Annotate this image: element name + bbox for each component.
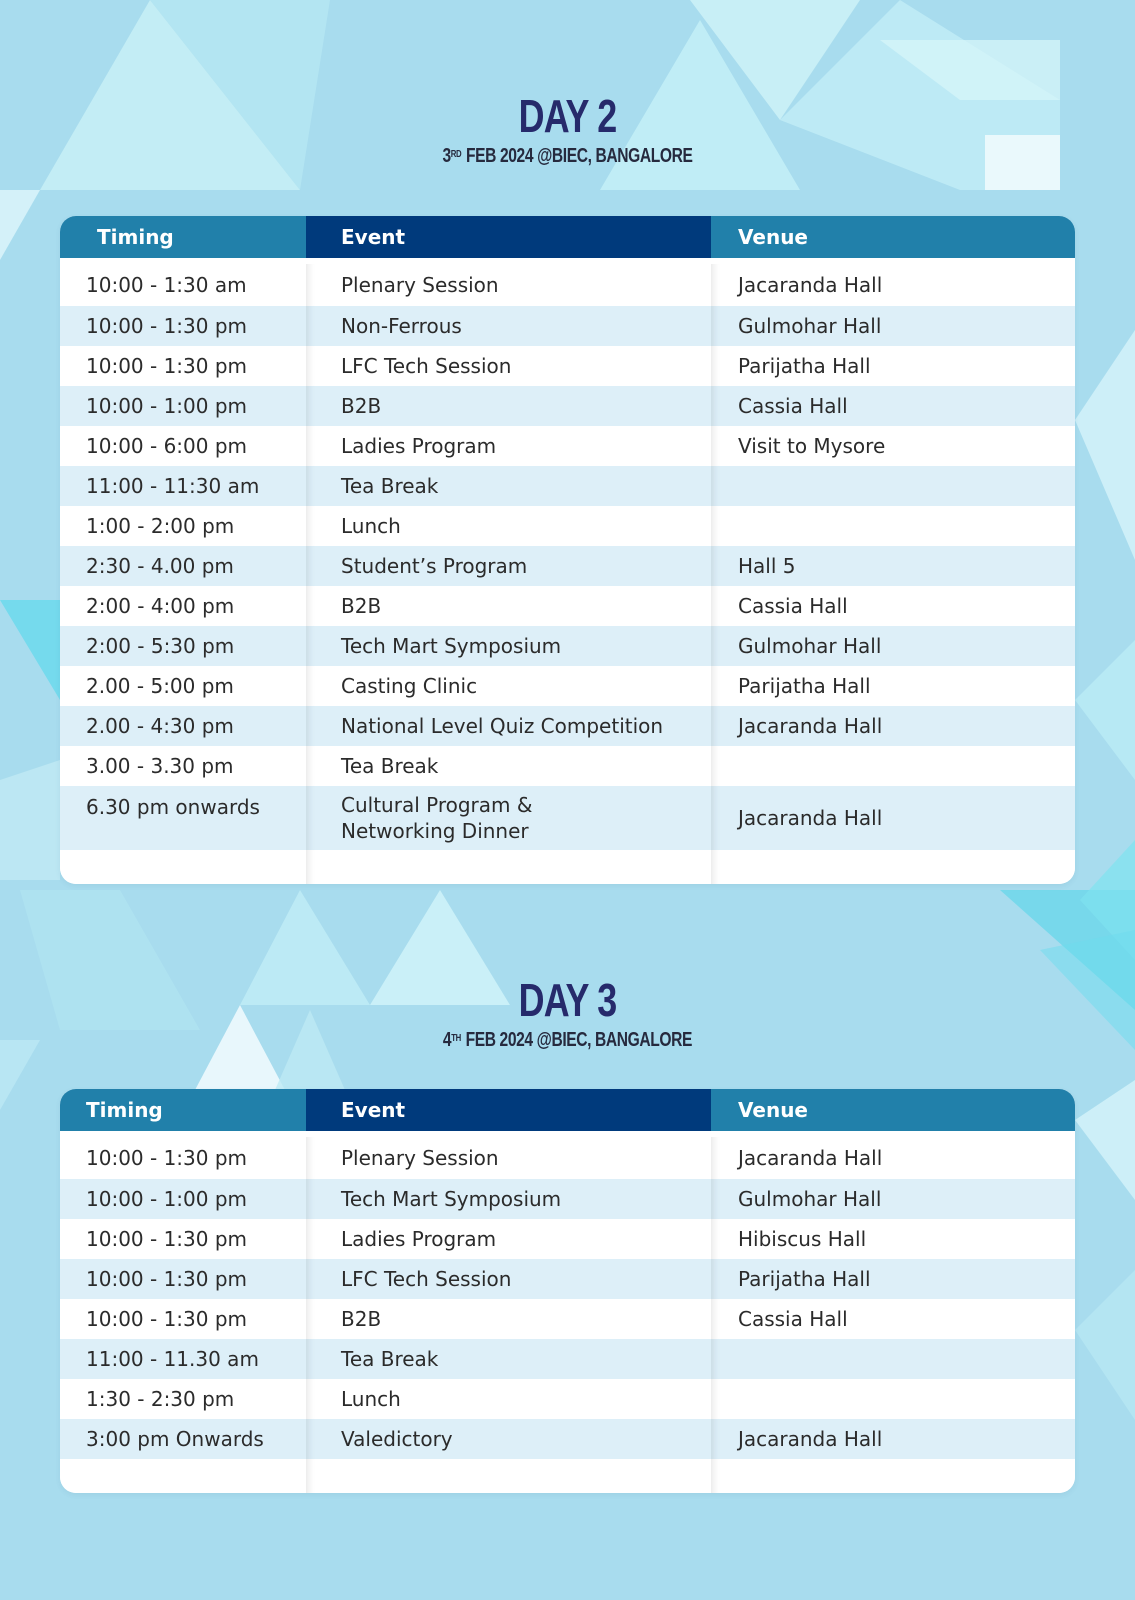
cell-venue: Parijatha Hall xyxy=(711,666,1075,706)
day3-date-suffix: TH xyxy=(451,1033,461,1044)
table-row xyxy=(60,1259,1075,1299)
cell-event: Casting Clinic xyxy=(306,666,711,706)
table-row xyxy=(60,426,1075,466)
day3-table-body xyxy=(60,1131,1075,1459)
cell-event: Tea Break xyxy=(306,466,711,506)
cell-venue: Parijatha Hall xyxy=(711,1259,1075,1299)
cell-timing: 10:00 - 1:30 pm xyxy=(86,314,248,338)
cell-venue: Cassia Hall xyxy=(711,386,1075,426)
day2-date xyxy=(125,144,1010,168)
table-row xyxy=(60,258,1075,306)
day2-table-footer xyxy=(60,850,1075,884)
cell-event: Tech Mart Symposium xyxy=(306,1179,711,1219)
cell-timing: 1:30 - 2:30 pm xyxy=(86,1387,235,1411)
table-row xyxy=(60,1179,1075,1219)
cell-venue: Cassia Hall xyxy=(711,1299,1075,1339)
day2-table-body xyxy=(60,258,1075,850)
cell-venue: Jacaranda Hall xyxy=(711,786,1075,850)
cell-timing: 2:00 - 4:00 pm xyxy=(86,594,235,618)
cell-event: Non-Ferrous xyxy=(306,306,711,346)
day2-heading xyxy=(0,90,1135,168)
cell-venue xyxy=(711,746,1075,786)
cell-timing: 10:00 - 1:30 pm xyxy=(86,354,248,378)
table-row xyxy=(60,706,1075,746)
table-row xyxy=(60,346,1075,386)
day3-date-day: 4 xyxy=(442,1029,452,1051)
table-row xyxy=(60,586,1075,626)
day3-table-header xyxy=(60,1089,1075,1131)
cell-venue: Gulmohar Hall xyxy=(711,306,1075,346)
day2-date-suffix: RD xyxy=(450,149,462,160)
cell-timing: 1:00 - 2:00 pm xyxy=(86,514,235,538)
cell-timing: 10:00 - 1:30 pm xyxy=(86,1267,248,1291)
cell-event: Cultural Program & Networking Dinner xyxy=(306,786,711,850)
day2-date-rest: FEB 2024 @BIEC, BANGALORE xyxy=(466,145,693,167)
cell-event: B2B xyxy=(306,1299,711,1339)
day3-header-venue: Venue xyxy=(711,1089,1075,1131)
cell-venue: Jacaranda Hall xyxy=(711,264,1075,306)
day3-header-event: Event xyxy=(306,1089,711,1131)
day2-header-timing: Timing xyxy=(60,216,306,258)
cell-event: Ladies Program xyxy=(306,1219,711,1259)
table-row xyxy=(60,546,1075,586)
table-row xyxy=(60,386,1075,426)
cell-timing: 10:00 - 1:30 pm xyxy=(86,1227,248,1251)
cell-venue: Gulmohar Hall xyxy=(711,626,1075,666)
day3-header-timing: Timing xyxy=(60,1089,306,1131)
table-row xyxy=(60,666,1075,706)
cell-event: Student’s Program xyxy=(306,546,711,586)
table-row xyxy=(60,506,1075,546)
cell-venue: Gulmohar Hall xyxy=(711,1179,1075,1219)
cell-event: Plenary Session xyxy=(306,1137,711,1179)
cell-timing: 2:00 - 5:30 pm xyxy=(86,634,235,658)
cell-event: National Level Quiz Competition xyxy=(306,706,711,746)
table-row xyxy=(60,1131,1075,1179)
cell-timing: 6.30 pm onwards xyxy=(86,795,260,819)
cell-event: Tech Mart Symposium xyxy=(306,626,711,666)
table-row xyxy=(60,626,1075,666)
cell-timing: 2:30 - 4.00 pm xyxy=(86,554,234,578)
table-row xyxy=(60,1299,1075,1339)
cell-timing: 2.00 - 5:00 pm xyxy=(86,674,234,698)
cell-venue: Visit to Mysore xyxy=(711,426,1075,466)
day2-date-day: 3 xyxy=(442,145,451,167)
cell-venue: Jacaranda Hall xyxy=(711,706,1075,746)
day3-title: DAY 3 xyxy=(518,974,617,1026)
cell-timing: 3.00 - 3.30 pm xyxy=(86,754,234,778)
day3-date-rest: FEB 2024 @BIEC, BANGALORE xyxy=(465,1029,693,1051)
cell-timing: 11:00 - 11.30 am xyxy=(86,1347,259,1371)
day2-title: DAY 2 xyxy=(518,90,617,142)
day2-header-event: Event xyxy=(306,216,711,258)
cell-venue xyxy=(711,506,1075,546)
cell-event: Valedictory xyxy=(306,1419,711,1459)
cell-venue xyxy=(711,1379,1075,1419)
cell-event: Lunch xyxy=(306,506,711,546)
cell-timing: 3:00 pm Onwards xyxy=(86,1427,264,1451)
day3-table-footer xyxy=(60,1459,1075,1493)
cell-timing: 10:00 - 1:30 pm xyxy=(86,1146,248,1170)
cell-timing: 10:00 - 1:30 pm xyxy=(86,1307,248,1331)
cell-venue: Cassia Hall xyxy=(711,586,1075,626)
cell-event: B2B xyxy=(306,386,711,426)
day2-header-venue: Venue xyxy=(711,216,1075,258)
table-row xyxy=(60,1219,1075,1259)
cell-event: LFC Tech Session xyxy=(306,346,711,386)
cell-event: Lunch xyxy=(306,1379,711,1419)
table-row xyxy=(60,1419,1075,1459)
cell-timing: 10:00 - 1:30 am xyxy=(86,273,247,297)
cell-venue: Hibiscus Hall xyxy=(711,1219,1075,1259)
cell-venue: Jacaranda Hall xyxy=(711,1419,1075,1459)
cell-event: Tea Break xyxy=(306,746,711,786)
table-row xyxy=(60,1379,1075,1419)
cell-event: Plenary Session xyxy=(306,264,711,306)
table-row xyxy=(60,746,1075,786)
cell-timing: 10:00 - 1:00 pm xyxy=(86,394,248,418)
cell-event: Ladies Program xyxy=(306,426,711,466)
table-row xyxy=(60,786,1075,850)
cell-timing: 11:00 - 11:30 am xyxy=(86,474,260,498)
cell-timing: 2.00 - 4:30 pm xyxy=(86,714,234,738)
cell-venue xyxy=(711,1339,1075,1379)
cell-event: B2B xyxy=(306,586,711,626)
cell-timing: 10:00 - 1:00 pm xyxy=(86,1187,248,1211)
cell-timing: 10:00 - 6:00 pm xyxy=(86,434,248,458)
day3-schedule-table xyxy=(60,1089,1075,1493)
table-row xyxy=(60,1339,1075,1379)
cell-event: Tea Break xyxy=(306,1339,711,1379)
cell-venue: Jacaranda Hall xyxy=(711,1137,1075,1179)
table-row xyxy=(60,466,1075,506)
table-row xyxy=(60,306,1075,346)
day2-schedule-table xyxy=(60,216,1075,884)
cell-event: LFC Tech Session xyxy=(306,1259,711,1299)
cell-venue xyxy=(711,466,1075,506)
day3-date xyxy=(125,1028,1010,1052)
day3-heading xyxy=(0,974,1135,1052)
cell-venue: Hall 5 xyxy=(711,546,1075,586)
cell-venue: Parijatha Hall xyxy=(711,346,1075,386)
day2-table-header xyxy=(60,216,1075,258)
